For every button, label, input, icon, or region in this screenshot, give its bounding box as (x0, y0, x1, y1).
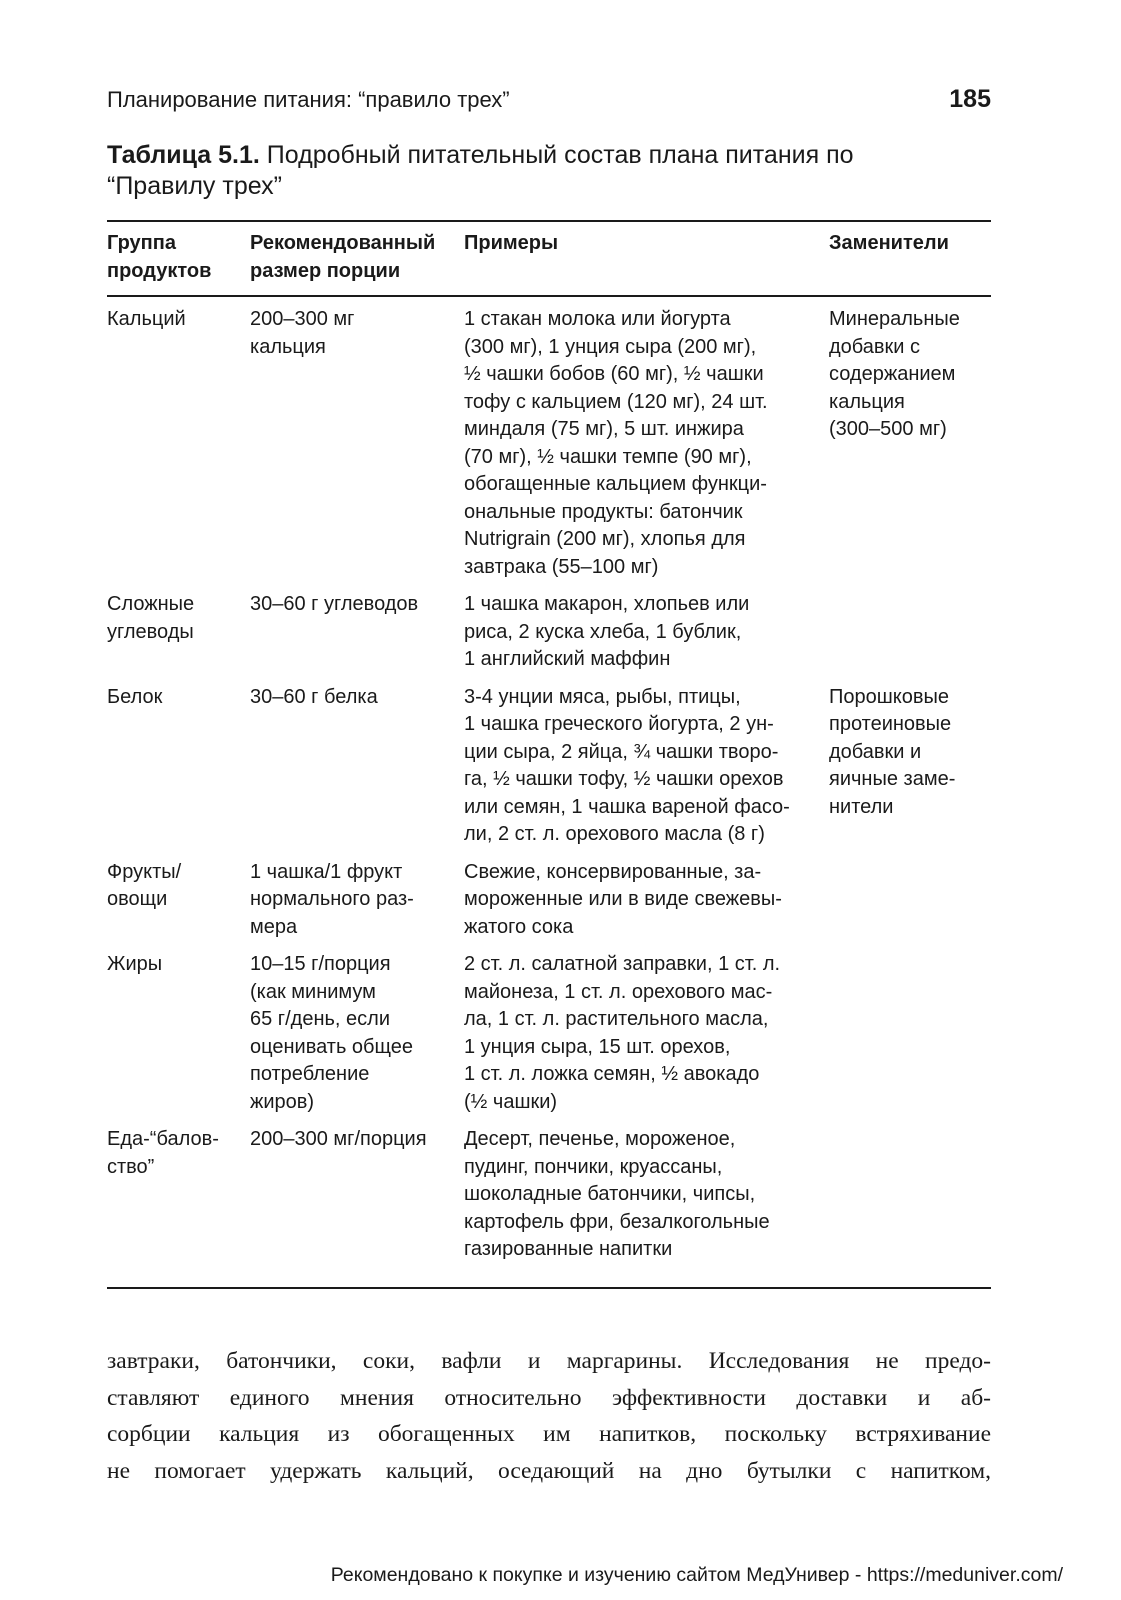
table-caption-text: Подробный питательный состав плана питания по “Правилу трех” (107, 141, 854, 200)
cell-examples: 1 стакан молока или йогурта (300 мг), 1 унция сыра (200 мг), ½ чашки бобов (60 мг), ½ чашки тофу с кальцием (120 мг), 24 шт. миндаля (75 мг), 5 шт. инжира (70 мг), ½ чашки темпе (90 мг), обогащенные кальцием функци- ональные продукты: батончик Nutrigrain (200 мг), хлопья для завтрака (55–100 мг) (464, 308, 768, 578)
table-caption (107, 140, 967, 202)
cell-substitutes (829, 591, 991, 684)
cell-examples: Свежие, консервированные, за- мороженные или в виде свежевы- жатого сока (464, 860, 782, 938)
cell-portion: 200–300 мг/порция (250, 1128, 427, 1150)
column-header-group: Группа продуктов (107, 232, 212, 282)
column-header-substitutes: Заменители (829, 232, 949, 254)
running-header (107, 84, 991, 124)
column-header-portion: Рекомендованный размер порции (250, 232, 436, 282)
cell-portion: 1 чашка/1 фрукт нормального раз- мера (250, 860, 414, 938)
nutrition-table (107, 226, 991, 1274)
table-header-row (107, 226, 991, 297)
cell-substitutes: Порошковые протеиновые добавки и яичные заме- нители (829, 685, 956, 818)
body-paragraph (107, 1343, 991, 1489)
table-row (107, 684, 991, 859)
table-caption-label: Таблица 5.1. (107, 141, 260, 169)
body-line: не помогает удержать кальций, оседающий на дно бутылки с напитком, (107, 1457, 991, 1484)
cell-portion: 200–300 мг кальция (250, 308, 355, 358)
footer-note: Рекомендовано к покупке и изучению сайтом МедУнивер - https://meduniver.com/ (330, 1564, 1063, 1586)
table-row (107, 1126, 991, 1274)
cell-substitutes (829, 951, 991, 1126)
body-line: завтраки, батончики, соки, вафли и маргарины. Исследования не предо- (107, 1348, 991, 1374)
cell-portion: 30–60 г белка (250, 685, 378, 708)
page-number: 185 (949, 85, 991, 113)
table-bottom-rule (107, 1287, 991, 1289)
cell-group: Фрукты/ овощи (107, 860, 182, 910)
body-line: ставляют единого мнения относительно эффективности доставки и аб- (107, 1384, 991, 1411)
table-row (107, 859, 991, 952)
cell-portion: 30–60 г углеводов (250, 593, 419, 615)
cell-substitutes: Минеральные добавки с содержанием кальция (300–500 мг) (829, 308, 960, 440)
cell-portion: 10–15 г/порция (как минимум 65 г/день, если оценивать общее потребление жиров) (250, 953, 413, 1113)
cell-group: Еда-“балов- ство” (107, 1128, 219, 1178)
cell-examples: 3-4 унции мяса, рыбы, птицы, 1 чашка греческого йогурта, 2 ун- ции сыра, 2 яйца, ¾ чашки творо- га, ½ чашки тофу, ½ чашки орехов или семян, 1 чашка вареной фасо- ли, 2 ст. л. орехового масла (8 г) (464, 685, 790, 845)
cell-examples: Десерт, печенье, мороженое, пудинг, пончики, круассаны, шоколадные батончики, чипсы, картофель фри, безалкогольные газированные напитки (464, 1128, 770, 1260)
table-row (107, 951, 991, 1126)
column-header-examples: Примеры (464, 232, 559, 254)
table-top-rule (107, 220, 991, 222)
body-line: сорбции кальция из обогащенных им напитков, поскольку встряхивание (107, 1421, 991, 1447)
cell-substitutes (829, 859, 991, 952)
running-title: Планирование питания: “правило трех” (107, 87, 510, 112)
cell-examples: 2 ст. л. салатной заправки, 1 ст. л. майонеза, 1 ст. л. орехового мас- ла, 1 ст. л. растительного масла, 1 унция сыра, 15 шт. орехов, 1 ст. л. ложка семян, ½ авокадо (½ чашки) (464, 953, 781, 1113)
cell-group: Сложные углеводы (107, 593, 195, 643)
cell-group: Жиры (107, 953, 163, 975)
cell-examples: 1 чашка макарон, хлопьев или риса, 2 куска хлеба, 1 бублик, 1 английский маффин (464, 593, 750, 670)
table-row (107, 297, 991, 591)
cell-substitutes (829, 1126, 991, 1274)
cell-group: Белок (107, 685, 163, 708)
cell-group: Кальций (107, 308, 186, 330)
table-row (107, 591, 991, 684)
